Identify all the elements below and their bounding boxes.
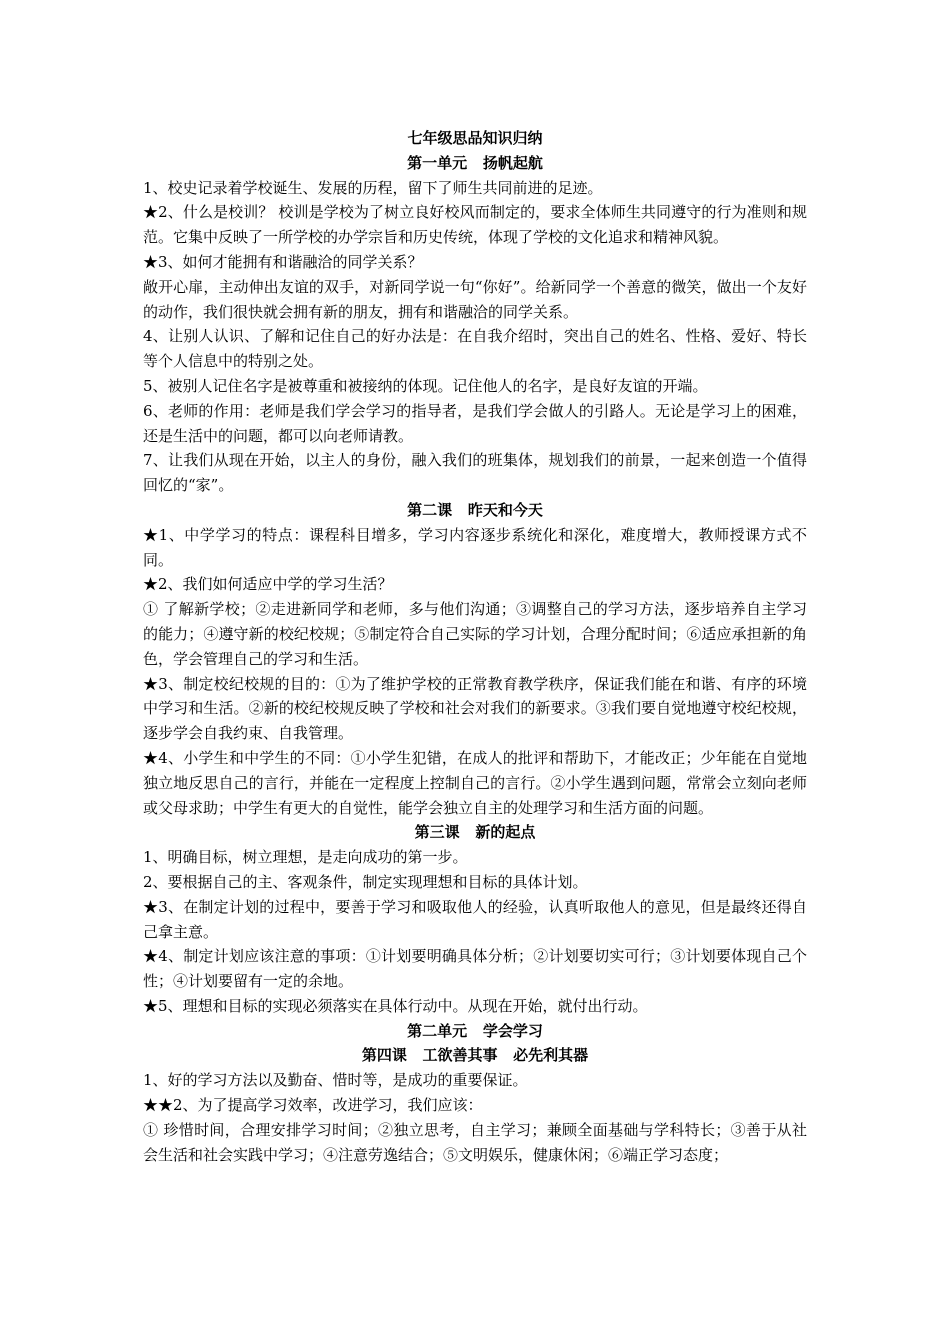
unit1-heading: 第一单元 扬帆起航 <box>407 153 543 172</box>
paragraph: ★★2、为了提高学习效率，改进学习，我们应该： <box>143 1096 483 1115</box>
paragraph: 1、校史记录着学校诞生、发展的历程，留下了师生共同前进的足迹。 <box>143 178 603 197</box>
lesson3-heading: 第三课 新的起点 <box>414 823 536 842</box>
unit2-heading: 第二单元 学会学习 <box>407 1021 543 1040</box>
paragraph: ★4、制定计划应该注意的事项：①计划要明确具体分析；②计划要切实可行；③计划要体现自己个性；④计划要留有一定的余地。 <box>143 947 807 991</box>
paragraph: 5、被别人记住名字是被尊重和被接纳的体现。记住他人的名字，是良好友谊的开端。 <box>143 376 708 395</box>
paragraph: 1、好的学习方法以及勤奋、惜时等，是成功的重要保证。 <box>143 1071 528 1090</box>
paragraph: 7、让我们从现在开始，以主人的身份，融入我们的班集体，规划我们的前景，一起来创造一个值得回忆的“家”。 <box>143 451 807 495</box>
paragraph: ★3、制定校纪校规的目的：①为了维护学校的正常教育教学秩序，保证我们能在和谐、有序的环境中学习和生活。②新的校纪校规反映了学校和社会对我们的新要求。③我们要自觉地遵守校纪校规，逐步学会自我约束、自我管理。 <box>143 674 807 743</box>
lesson4-heading: 第四课 工欲善其事 必先利其器 <box>361 1046 589 1065</box>
paragraph: 1、明确目标，树立理想，是走向成功的第一步。 <box>143 848 468 867</box>
paragraph: ★2、我们如何适应中学的学习生活？ <box>143 575 393 594</box>
paragraph: ① 珍惜时间，合理安排学习时间；②独立思考，自主学习；兼顾全面基础与学科特长；③善于从社会生活和社会实践中学习；④注意劳逸结合；⑤文明娱乐，健康休闲；⑥端正学习态度； <box>143 1120 807 1164</box>
paragraph: ★1、中学学习的特点：课程科目增多，学习内容逐步系统化和深化，难度增大，教师授课方式不同。 <box>143 525 807 569</box>
paragraph: ★3、在制定计划的过程中，要善于学习和吸取他人的经验，认真听取他人的意见，但是最终还得自己拿主意。 <box>143 897 807 941</box>
paragraph: ★5、理想和目标的实现必须落实在具体行动中。从现在开始，就付出行动。 <box>143 996 648 1015</box>
paragraph: ★3、如何才能拥有和谐融洽的同学关系？ <box>143 252 423 271</box>
paragraph: 2、要根据自己的主、客观条件，制定实现理想和目标的具体计划。 <box>143 872 588 891</box>
paragraph: ① 了解新学校；②走进新同学和老师，多与他们沟通；③调整自己的学习方法，逐步培养自主学习的能力；④遵守新的校纪校规；⑤制定符合自己实际的学习计划，合理分配时间；⑥适应承担新的角色，学会管理自己的学习和生活。 <box>143 600 807 668</box>
lesson2-heading: 第二课 昨天和今天 <box>407 500 543 519</box>
paragraph: 6、老师的作用：老师是我们学会学习的指导者，是我们学会做人的引路人。无论是学习上的困难，还是生活中的问题，都可以向老师请教。 <box>143 401 807 445</box>
paragraph: 敞开心扉，主动伸出友谊的双手，对新同学说一句“你好”。给新同学一个善意的微笑，做出一个友好的动作，我们很快就会拥有新的朋友，拥有和谐融洽的同学关系。 <box>143 277 807 321</box>
document-page <box>143 126 807 1167</box>
paragraph: ★4、小学生和中学生的不同：①小学生犯错，在成人的批评和帮助下，才能改正；少年能在自觉地独立地反思自己的言行，并能在一定程度上控制自己的言行。②小学生遇到问题，常常会立刻向老师或父母求助；中学生有更大的自觉性，能学会独立自主的处理学习和生活方面的问题。 <box>143 748 807 817</box>
paragraph: ★2、什么是校训？ 校训是学校为了树立良好校风而制定的，要求全体师生共同遵守的行为准则和规范。它集中反映了一所学校的办学宗旨和历史传统，体现了学校的文化追求和精神风貌。 <box>143 203 807 247</box>
document-title: 七年级思品知识归纳 <box>407 129 543 147</box>
paragraph: 4、让别人认识、了解和记住自己的好办法是：在自我介绍时，突出自己的姓名、性格、爱好、特长等个人信息中的特别之处。 <box>143 327 807 371</box>
